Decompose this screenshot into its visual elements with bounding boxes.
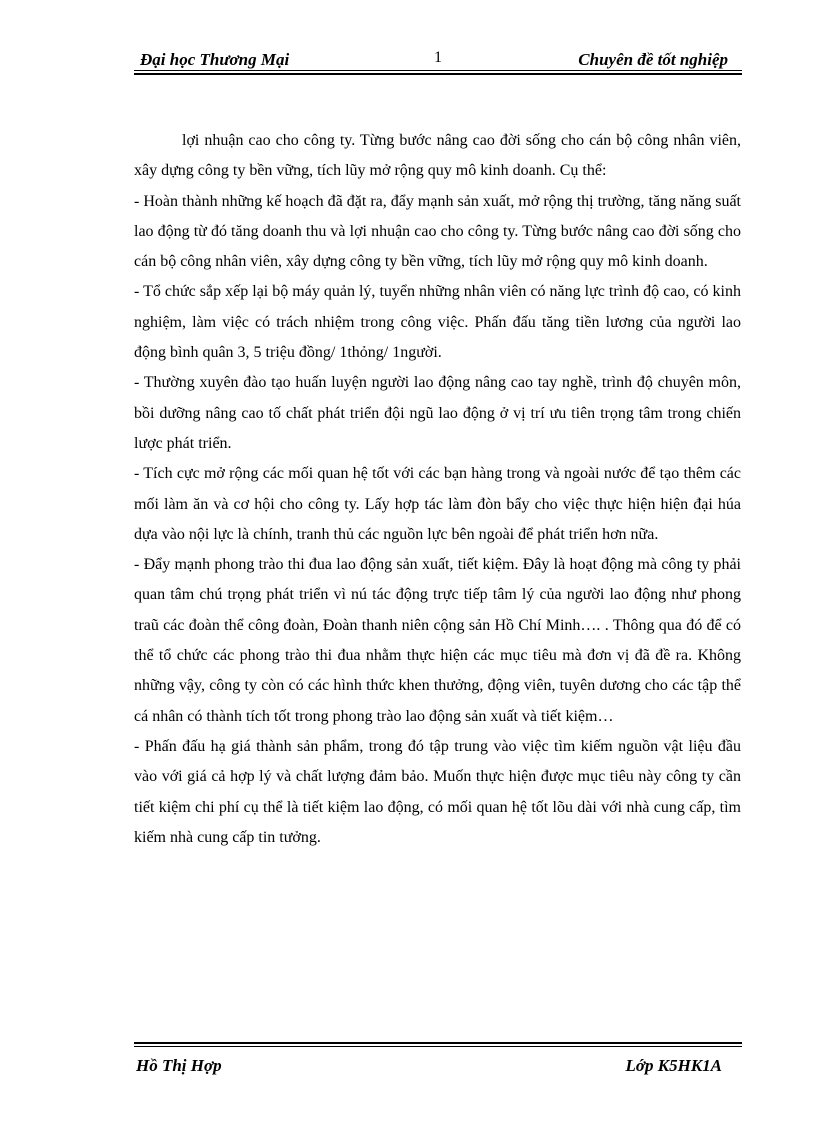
footer-class: Lớp K5HK1A <box>625 1056 722 1075</box>
page-header <box>134 46 742 72</box>
footer-divider <box>134 1042 742 1047</box>
header-document-type: Chuyên đề tốt nghiệp <box>578 50 728 69</box>
paragraph-goal-6: - Phấn đấu hạ giá thành sản phẩm, trong đó tập trung vào việc tìm kiếm nguồn vật liệu đầu vào với giá cả hợp lý và chất lượng đảm bảo. Muốn thực hiện được mục tiêu này công ty cần tiết kiệm chi phí cụ thể là tiết kiệm lao động, có mối quan hệ tốt lõu dài với nhà cung cấp, tìm kiếm nhà cung cấp tin tưởng. <box>134 737 741 846</box>
header-university: Đại học Thương Mại <box>140 50 290 69</box>
paragraph-goal-3: - Thường xuyên đào tạo huấn luyện người lao động nâng cao tay nghề, trình độ chuyên môn, bồi dưỡng nâng cao tố chất phát triển đội ngũ lao động ở vị trí ưu tiên trọng tâm trong chiến lược phát triển. <box>134 374 741 452</box>
header-divider <box>134 70 742 75</box>
paragraph-goal-2: - Tổ chức sắp xếp lại bộ máy quản lý, tuyển những nhân viên có năng lực trình độ cao, có kinh nghiệm, làm việc có trách nhiệm trong công việc. Phấn đấu tăng tiền lương của người lao động bình quân 3, 5 triệu đồng/ 1thỏng/ 1người. <box>134 283 741 362</box>
paragraph-goal-1: - Hoàn thành những kế hoạch đã đặt ra, đẩy mạnh sản xuất, mở rộng thị trường, tăng năng suất lao động từ đó tăng doanh thu và lợi nhuận cao cho công ty. Từng bước nâng cao đời sống cho cán bộ công nhân viên, xây dựng công ty bền vững, tích lũy mở rộng quy mô kinh doanh. <box>134 192 741 271</box>
paragraph-goal-4: - Tích cực mở rộng các mối quan hệ tốt với các bạn hàng trong và ngoài nước để tạo thêm các mối làm ăn và cơ hội cho công ty. Lấy hợp tác làm đòn bẩy cho việc thực hiện hiện đại húa dựa vào nội lực là chính, tranh thủ các nguồn lực bên ngoài để phát triển hơn nữa. <box>134 465 741 543</box>
paragraph-intro: lợi nhuận cao cho công ty. Từng bước nâng cao đời sống cho cán bộ công nhân viên, xây dựng công ty bền vững, tích lũy mở rộng quy mô kinh doanh. Cụ thể: <box>134 132 741 180</box>
page-footer <box>134 1054 742 1078</box>
document-body <box>134 126 741 853</box>
paragraph-goal-5: - Đẩy mạnh phong trào thi đua lao động sản xuất, tiết kiệm. Đây là hoạt động mà công ty phải quan tâm chú trọng phát triển vì nú tác động trực tiếp tâm lý của người lao động như phong traũ các đoàn thể công đoàn, Đoàn thanh niên cộng sản Hồ Chí Minh…. . Thông qua đó để có thể tổ chức các phong trào thi đua nhằm thực hiện các mục tiêu mà đơn vị đã đề ra. Không những vậy, công ty còn có các hình thức khen thưởng, động viên, tuyên dương cho các tập thể cá nhân có thành tích tốt trong phong trào lao động sản xuất và tiết kiệm… <box>134 556 741 725</box>
page-number: 1 <box>434 49 442 66</box>
footer-author: Hồ Thị Hợp <box>136 1056 222 1075</box>
